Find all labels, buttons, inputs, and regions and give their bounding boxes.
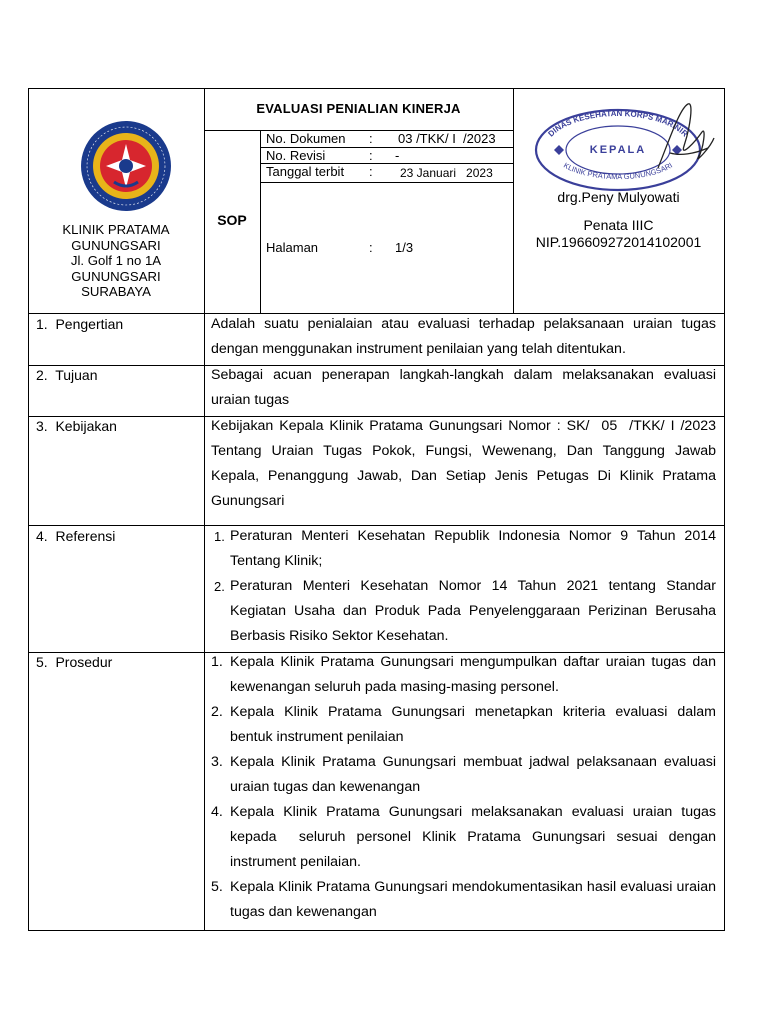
stamp-top-text: DINAS KESEHATAN KORPS MARINIR — [546, 108, 690, 139]
referensi-item-text: Peraturan Menteri Kesehatan Republik Indonesia Nomor 9 Tahun 2014 Tentang Klinik; — [230, 528, 716, 569]
prosedur-item-number: 2. — [211, 704, 223, 720]
prosedur-item-text: Kepala Klinik Pratama Gunungsari mendokumentasikan hasil evaluasi uraian tugas dan kewenangan — [230, 879, 716, 920]
list-item — [211, 574, 716, 649]
prosedur-item-text: Kepala Klinik Pratama Gunungsari mengumpulkan daftar uraian tugas dan kewenangan seluruh pada masing-masing personel. — [230, 654, 716, 695]
signatory-rank: Penata IIIC — [583, 217, 654, 233]
section-tujuan-label: 2. Tujuan — [36, 367, 98, 383]
prosedur-item-text: Kepala Klinik Pratama Gunungsari membuat jadwal pelaksanaan evaluasi uraian tugas dan kewenangan — [230, 754, 716, 795]
referensi-list — [211, 524, 716, 649]
referensi-item-text: Peraturan Menteri Kesehatan Nomor 14 Tahun 2021 tentang Standar Kegiatan Usaha dan Produk Pada Penyelenggaraan Perizinan Berusaha Berbasis Risiko Sektor Kesehatan. — [230, 578, 716, 644]
section-referensi-label: 4. Referensi — [36, 528, 116, 544]
list-item — [211, 524, 716, 574]
doc-number-value: 03 /TKK/ I /2023 — [398, 131, 496, 146]
prosedur-item-number: 5. — [211, 879, 223, 895]
prosedur-list — [211, 650, 720, 925]
prosedur-item-number: 1. — [211, 654, 223, 670]
section-pengertian-label: 1. Pengertian — [36, 316, 124, 332]
list-item — [211, 750, 716, 800]
signatory-name: drg.Peny Mulyowati — [557, 189, 680, 205]
document-title: EVALUASI PENIALIAN KINERJA — [256, 101, 461, 116]
list-item — [211, 700, 716, 750]
section-pengertian-text: Adalah suatu penialaian atau evaluasi terhadap pelaksanaan uraian tugas dengan menggunakan instrument penilaian yang telah ditentukan. — [211, 316, 716, 357]
list-item — [211, 800, 720, 875]
referensi-item-number: 2. — [214, 579, 225, 594]
referensi-item-number: 1. — [214, 529, 225, 544]
sop-label: SOP — [217, 212, 247, 228]
clinic-name-line2: GUNUNGSARI — [71, 237, 161, 253]
clinic-info — [28, 222, 204, 300]
page-value: 1/3 — [395, 240, 414, 255]
section-tujuan-text: Sebagai acuan penerapan langkah-langkah dalam melaksanakan evaluasi uraian tugas — [211, 367, 716, 408]
signatory-nip: NIP.196609272014102001 — [535, 234, 702, 250]
prosedur-item-number: 3. — [211, 754, 223, 770]
section-prosedur-label: 5. Prosedur — [36, 654, 113, 670]
doc-number-sep: : — [369, 131, 373, 146]
issued-sep: : — [369, 164, 373, 179]
list-item — [211, 650, 716, 700]
section-kebijakan-label: 3. Kebijakan — [36, 418, 117, 434]
clinic-address-line3: SURABAYA — [81, 284, 151, 299]
list-item — [211, 875, 716, 925]
page-label: Halaman — [266, 240, 319, 255]
prosedur-item-number: 4. — [211, 804, 223, 820]
clinic-address-line2: GUNUNGSARI — [71, 268, 161, 284]
clinic-logo — [80, 120, 172, 212]
prosedur-item-text: Kepala Klinik Pratama Gunungsari melaksanakan evaluasi uraian tugas kepada seluruh personel Klinik Pratama Gunungsari sesuai dengan instrument penilaian. — [230, 804, 720, 870]
revision-label: No. Revisi — [266, 148, 326, 163]
prosedur-item-text: Kepala Klinik Pratama Gunungsari menetapkan kriteria evaluasi dalam bentuk instrument penilaian — [230, 704, 716, 745]
stamp-middle-text: KEPALA — [589, 144, 647, 156]
stamp-bottom-text: KLINIK PRATAMA GUNUNGSARI — [561, 160, 674, 182]
clinic-name-line1: KLINIK PRATAMA — [62, 222, 170, 237]
clinic-address-line1: Jl. Golf 1 no 1A — [70, 253, 162, 268]
revision-value: - — [395, 148, 400, 163]
revision-sep: : — [369, 148, 373, 163]
doc-number-label: No. Dokumen — [266, 131, 346, 146]
issued-value: 23 Januari 2023 — [400, 166, 493, 180]
issued-label: Tanggal terbit — [266, 164, 345, 179]
signature — [650, 98, 720, 183]
section-kebijakan-text: Kebijakan Kepala Klinik Pratama Gunungsari Nomor : SK/ 05 /TKK/ I /2023 Tentang Uraian Tugas Pokok, Fungsi, Wewenang, Dan Tanggung Jawab Kepala, Penanggung Jawab, Dan Setiap Jenis Petugas Di Klinik Pratama Gunungsari — [211, 418, 720, 509]
page-sep: : — [369, 240, 373, 255]
